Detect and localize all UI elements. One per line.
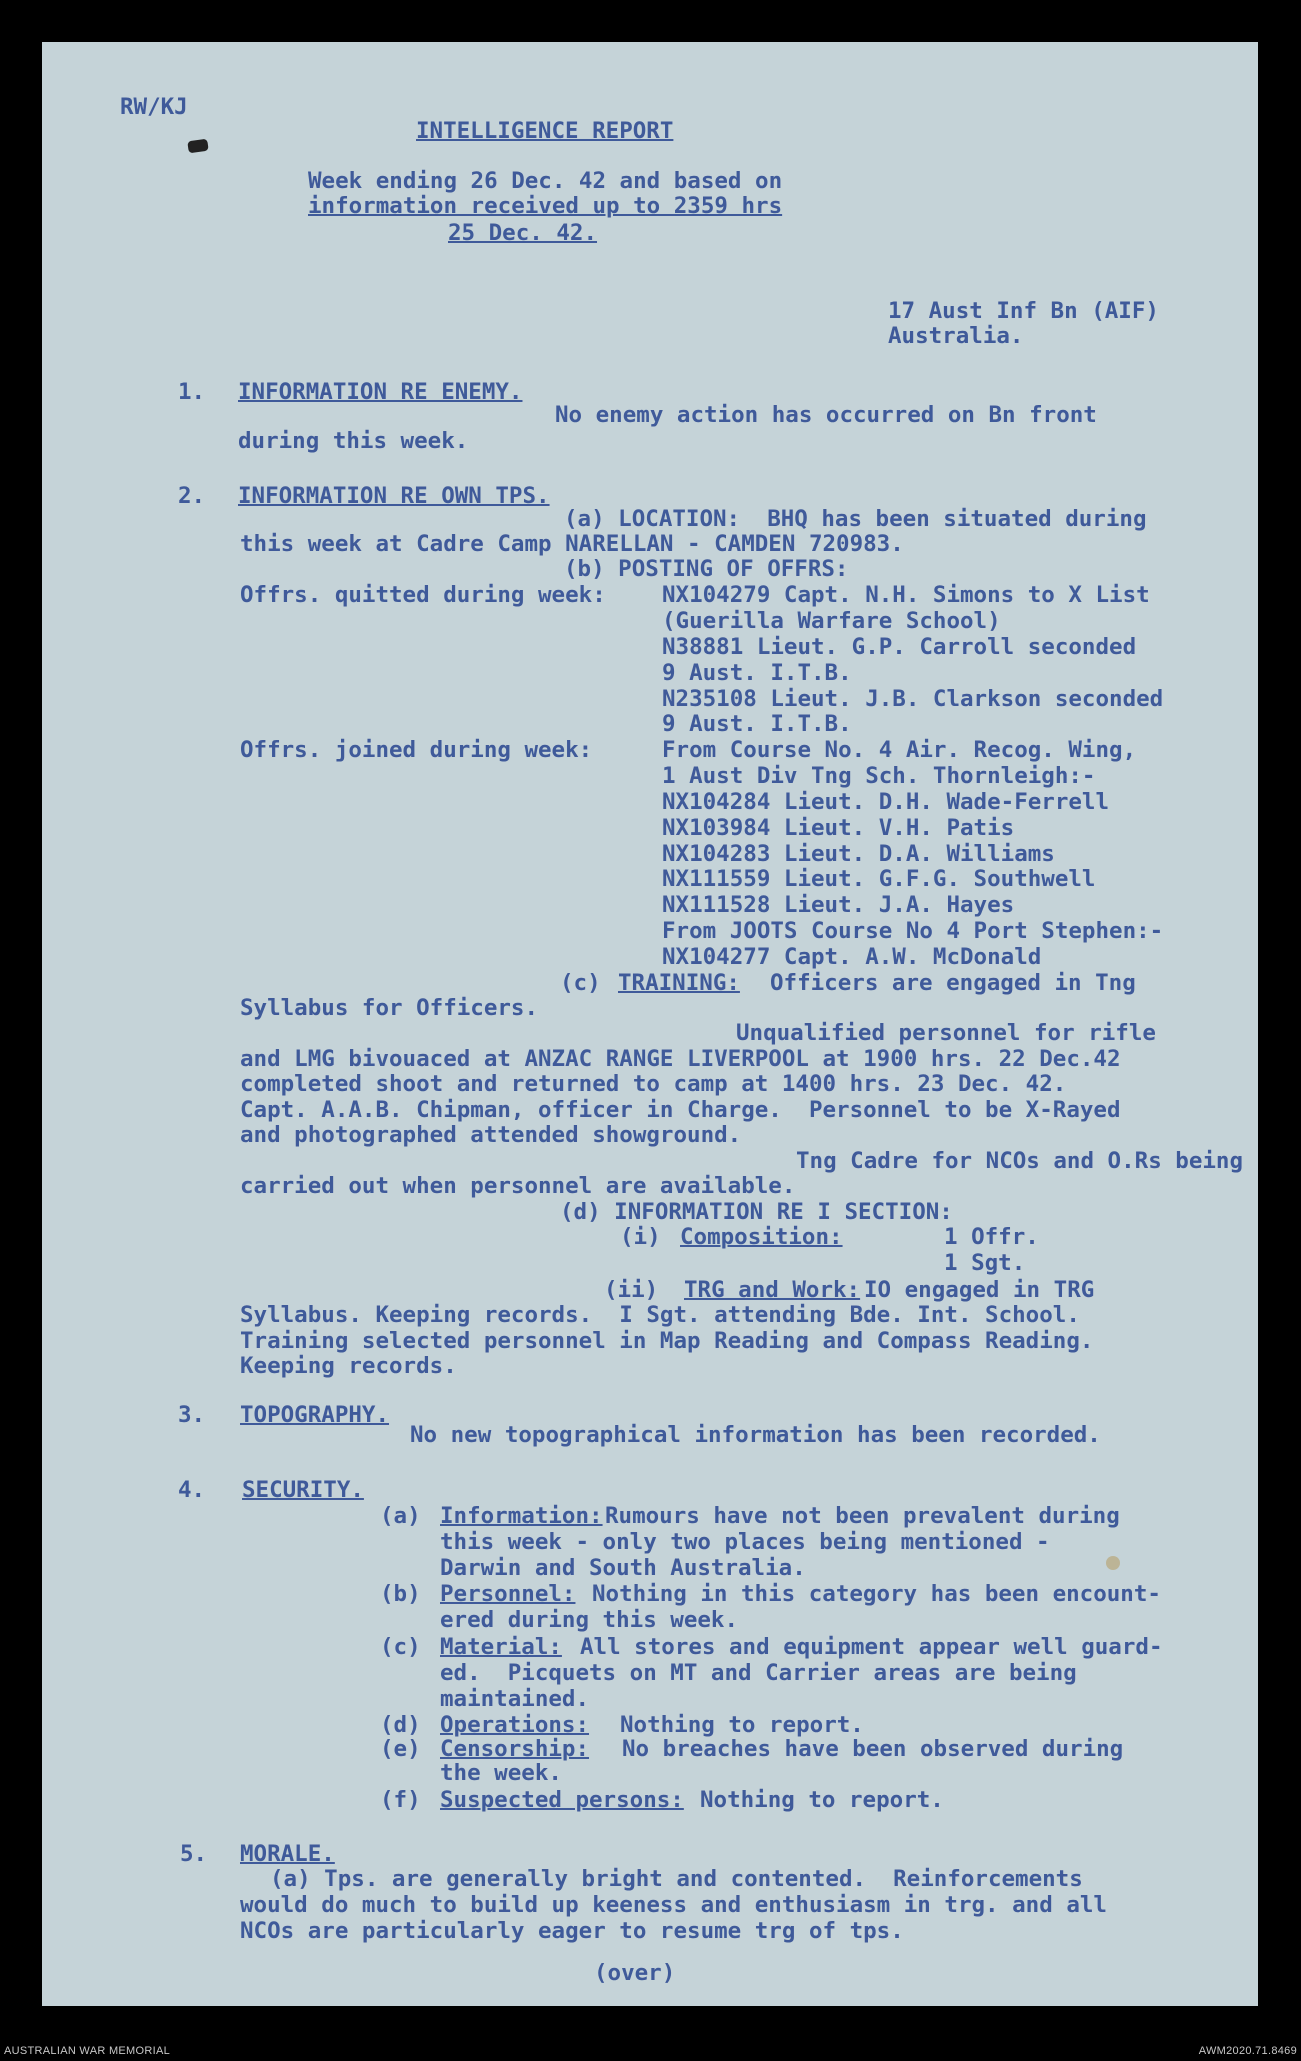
security-text: Rumours have not been prevalent during bbox=[605, 1503, 1120, 1529]
security-label: (a) bbox=[380, 1503, 421, 1529]
joined-officer: NX111528 Lieut. J.A. Hayes bbox=[662, 892, 1015, 918]
training-heading: TRAINING: bbox=[618, 970, 740, 996]
security-heading: Censorship: bbox=[440, 1736, 590, 1762]
composition-value: 1 Sgt. bbox=[944, 1250, 1026, 1276]
work-text: Training selected personnel in Map Reading and Compass Reading. bbox=[240, 1328, 1094, 1354]
composition-value: 1 Offr. bbox=[944, 1224, 1039, 1250]
joined-officer: NX103984 Lieut. V.H. Patis bbox=[662, 815, 1015, 841]
quitted-officer: N38881 Lieut. G.P. Carroll seconded bbox=[662, 634, 1137, 660]
security-heading: Material: bbox=[440, 1634, 562, 1660]
section-5-number: 5. bbox=[180, 1841, 208, 1867]
joined-officer: 1 Aust Div Tng Sch. Thornleigh:- bbox=[662, 763, 1096, 789]
footer-archive-name: AUSTRALIAN WAR MEMORIAL bbox=[4, 2045, 171, 2057]
security-text: ed. Picquets on MT and Carrier areas are being bbox=[440, 1660, 1077, 1686]
security-label: (f) bbox=[380, 1787, 421, 1813]
section-2-number: 2. bbox=[178, 483, 206, 509]
quitted-officer: N235108 Lieut. J.B. Clarkson seconded bbox=[662, 686, 1164, 712]
security-label: (e) bbox=[380, 1736, 421, 1762]
security-text: Nothing to report. bbox=[620, 1712, 864, 1738]
reference-code: RW/KJ bbox=[120, 94, 188, 120]
morale-text: NCOs are particularly eager to resume trg of tps. bbox=[240, 1918, 904, 1944]
week-line-1: Week ending 26 Dec. 42 and based on bbox=[308, 168, 783, 194]
quitted-officer: NX104279 Capt. N.H. Simons to X List bbox=[662, 582, 1150, 608]
training-text: and LMG bivouaced at ANZAC RANGE LIVERPOOL at 1900 hrs. 22 Dec.42 bbox=[240, 1046, 1121, 1072]
footer-catalogue-id: AWM2020.71.8469 bbox=[1198, 2045, 1297, 2057]
joined-label: Offrs. joined during week: bbox=[240, 737, 593, 763]
quitted-label: Offrs. quitted during week: bbox=[240, 582, 606, 608]
training-text: completed shoot and returned to camp at 1400 hrs. 23 Dec. 42. bbox=[240, 1071, 1067, 1097]
work-text: Syllabus. Keeping records. I Sgt. attending Bde. Int. School. bbox=[240, 1302, 1080, 1328]
security-label: (d) bbox=[380, 1712, 421, 1738]
morale-text: (a) Tps. are generally bright and contented. Reinforcements bbox=[270, 1866, 1083, 1892]
security-text: Nothing in this category has been encount- bbox=[592, 1581, 1161, 1607]
security-text: Nothing to report. bbox=[700, 1787, 944, 1813]
section-3-number: 3. bbox=[178, 1402, 206, 1428]
week-line-3: 25 Dec. 42. bbox=[448, 220, 598, 246]
training-text: Tng Cadre for NCOs and O.Rs being bbox=[796, 1148, 1244, 1174]
morale-text: would do much to build up keeness and enthusiasm in trg. and all bbox=[240, 1892, 1107, 1918]
security-text: Darwin and South Australia. bbox=[440, 1555, 806, 1581]
training-text: Syllabus for Officers. bbox=[240, 995, 539, 1021]
work-heading: TRG and Work: bbox=[684, 1277, 861, 1303]
i-section-heading: (d) INFORMATION RE I SECTION: bbox=[560, 1199, 953, 1225]
section-3-text: No new topographical information has been recorded. bbox=[410, 1422, 1101, 1448]
security-text: the week. bbox=[440, 1760, 562, 1786]
composition-heading: Composition: bbox=[680, 1224, 843, 1250]
work-text: IO engaged in TRG bbox=[864, 1277, 1095, 1303]
section-2-heading: INFORMATION RE OWN TPS. bbox=[238, 483, 550, 509]
section-5-heading: MORALE. bbox=[240, 1841, 335, 1867]
week-line-2: information received up to 2359 hrs bbox=[308, 193, 783, 219]
composition-label: (i) bbox=[620, 1224, 661, 1250]
security-text: maintained. bbox=[440, 1686, 590, 1712]
joined-officer: NX104277 Capt. A.W. McDonald bbox=[662, 944, 1042, 970]
location-line-1: (a) LOCATION: BHQ has been situated during bbox=[564, 506, 1147, 532]
training-text: Capt. A.A.B. Chipman, officer in Charge. Personnel to be X-Rayed bbox=[240, 1097, 1121, 1123]
training-text: Officers are engaged in Tng bbox=[770, 970, 1136, 996]
joined-officer: NX104283 Lieut. D.A. Williams bbox=[662, 841, 1055, 867]
security-text: No breaches have been observed during bbox=[622, 1736, 1124, 1762]
joined-officer: From JOOTS Course No 4 Port Stephen:- bbox=[662, 918, 1164, 944]
report-title: INTELLIGENCE REPORT bbox=[416, 118, 674, 144]
section-1-text: No enemy action has occurred on Bn front bbox=[555, 402, 1097, 428]
section-4-number: 4. bbox=[178, 1477, 206, 1503]
security-text: ered during this week. bbox=[440, 1607, 739, 1633]
section-1-heading: INFORMATION RE ENEMY. bbox=[238, 379, 523, 405]
joined-officer: NX111559 Lieut. G.F.G. Southwell bbox=[662, 866, 1096, 892]
location-line-2: this week at Cadre Camp NARELLAN - CAMDEN 720983. bbox=[240, 531, 904, 557]
training-text: and photographed attended showground. bbox=[240, 1122, 742, 1148]
security-heading: Operations: bbox=[440, 1712, 590, 1738]
training-label: (c) bbox=[560, 970, 601, 996]
quitted-officer: (Guerilla Warfare School) bbox=[662, 608, 1001, 634]
unit-line-1: 17 Aust Inf Bn (AIF) bbox=[888, 298, 1159, 324]
work-text: Keeping records. bbox=[240, 1353, 457, 1379]
security-text: this week - only two places being mentioned - bbox=[440, 1529, 1050, 1555]
training-text: carried out when personnel are available. bbox=[240, 1173, 796, 1199]
section-4-heading: SECURITY. bbox=[242, 1477, 364, 1503]
security-label: (b) bbox=[380, 1581, 421, 1607]
security-text: All stores and equipment appear well guard- bbox=[580, 1634, 1163, 1660]
section-1-text: during this week. bbox=[238, 428, 469, 454]
security-heading: Personnel: bbox=[440, 1581, 576, 1607]
joined-officer: NX104284 Lieut. D.H. Wade-Ferrell bbox=[662, 789, 1110, 815]
quitted-officer: 9 Aust. I.T.B. bbox=[662, 660, 852, 686]
training-text: Unqualified personnel for rifle bbox=[736, 1020, 1156, 1046]
joined-officer: From Course No. 4 Air. Recog. Wing, bbox=[662, 737, 1137, 763]
paper-stain bbox=[1106, 1556, 1120, 1570]
security-label: (c) bbox=[380, 1634, 421, 1660]
security-heading: Information: bbox=[440, 1503, 603, 1529]
section-3-heading: TOPOGRAPHY. bbox=[240, 1402, 390, 1428]
work-label: (ii) bbox=[604, 1277, 659, 1303]
posting-heading: (b) POSTING OF OFFRS: bbox=[564, 556, 849, 582]
unit-line-2: Australia. bbox=[888, 323, 1024, 349]
security-heading: Suspected persons: bbox=[440, 1787, 684, 1813]
section-1-number: 1. bbox=[178, 379, 206, 405]
quitted-officer: 9 Aust. I.T.B. bbox=[662, 711, 852, 737]
continuation-note: (over) bbox=[594, 1960, 676, 1986]
